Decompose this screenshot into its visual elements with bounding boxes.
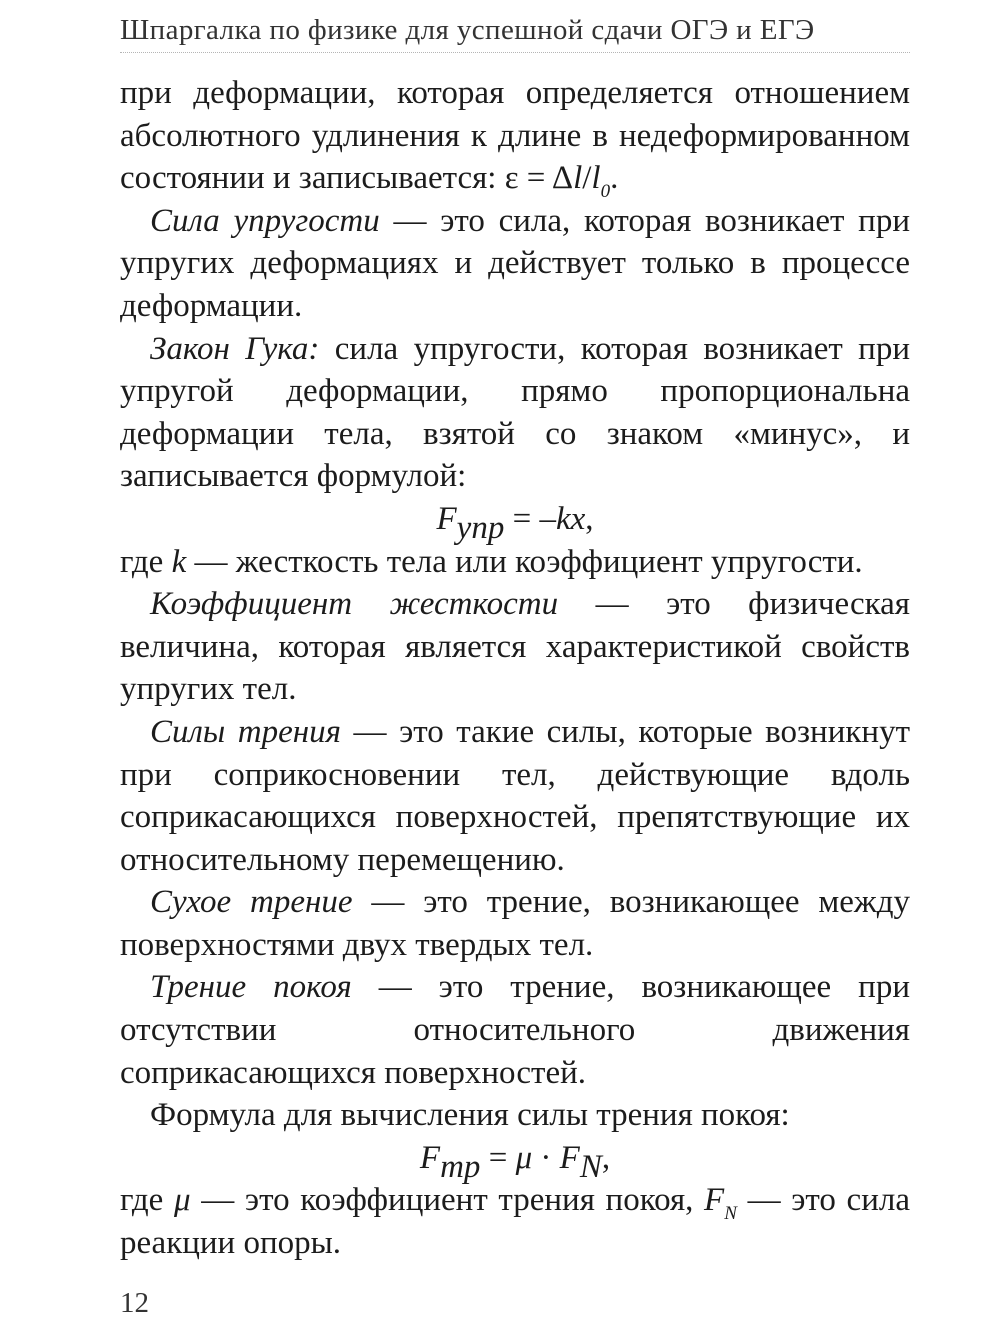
elastic-force-definition: — это сила, которая возникает при упругих деформациях и действует только в процессе деформации.	[120, 202, 910, 324]
formula-hooke-equals: = –	[504, 500, 556, 537]
term-static-friction: Трение покоя	[150, 969, 352, 1006]
paragraph-hooke-law	[120, 328, 910, 498]
formula-hooke-comma: ,	[585, 500, 594, 537]
static-friction-definition: — это трение, возникающее при отсутствии относительного движения соприкасающихся поверхностей.	[120, 969, 910, 1091]
running-header	[120, 14, 910, 53]
paragraph-static-friction	[120, 966, 910, 1094]
stiffness-definition: — это физическая величина, которая является характеристикой свойств упругих тел.	[120, 586, 910, 708]
formula-friction-equals: =	[480, 1139, 516, 1176]
paragraph-friction-forces	[120, 711, 910, 881]
formula-friction-comma: ,	[601, 1139, 611, 1176]
k-definition: — жесткость тела или коэффициент упругости.	[186, 543, 863, 580]
mu-definition: — это коэффициент трения покоя,	[190, 1182, 705, 1219]
term-friction-forces: Силы трения	[150, 713, 341, 750]
var-k: k	[171, 543, 187, 580]
book-title: Шпаргалка по физике для успешной сдачи ОГЭ и ЕГЭ	[120, 14, 815, 46]
term-hooke-law: Закон Гука:	[150, 330, 320, 367]
hooke-law-definition: сила упругости, которая возникает при упругой деформации, прямо пропорциональна деформации тела, взятой со знаком «минус», и записывается формулой:	[120, 330, 910, 495]
FN-definition: — это сила реакции опоры.	[120, 1182, 910, 1262]
friction-forces-definition: — это такие силы, которые возникнут при соприкосновении тел, действующие вдоль соприкасающихся поверхностей, препятствующие их относительному перемещению.	[120, 713, 910, 878]
deformation-text: при деформации, которая определяется отношением абсолютного удлинения к длине в недеформированном состоянии и записывается: ε = Δ	[120, 75, 910, 197]
friction-formula-intro: Формула для вычисления силы трения покоя:	[150, 1097, 790, 1134]
term-elastic-force: Сила упругости	[150, 202, 380, 239]
paragraph-mu-definition	[120, 1179, 910, 1264]
paragraph-k-definition	[120, 541, 910, 584]
formula-friction-FN: F	[559, 1139, 580, 1176]
paragraph-stiffness	[120, 583, 910, 711]
formula-friction-dot: ·	[532, 1139, 560, 1176]
formula-friction-F: F	[419, 1139, 441, 1176]
formula-hooke-kx: kx	[555, 500, 586, 537]
term-stiffness: Коэффициент жесткости	[150, 586, 559, 623]
paragraph-dry-friction	[120, 881, 910, 966]
page-body	[120, 72, 910, 1265]
mu-pre: где	[120, 1182, 174, 1219]
var-FN: F	[704, 1182, 725, 1219]
paragraph-deformation	[120, 72, 910, 203]
slash: /	[582, 160, 592, 197]
paragraph-elastic-force	[120, 200, 910, 328]
var-mu: μ	[174, 1182, 191, 1219]
dry-friction-definition: — это трение, возникающее между поверхностями двух твердых тел.	[120, 884, 910, 963]
paragraph-friction-formula-intro	[120, 1094, 910, 1137]
var-FN-subscript: N	[724, 1203, 737, 1225]
formula-friction-mu: μ	[515, 1139, 533, 1176]
formula-hooke-subscript: упр	[456, 509, 505, 546]
var-l0: l	[591, 160, 601, 197]
formula-friction-subscript: тр	[440, 1148, 481, 1185]
page-number: 12	[120, 1287, 149, 1319]
formula-hooke	[120, 498, 910, 546]
period: .	[610, 160, 619, 197]
formula-friction	[120, 1137, 910, 1185]
subscript-0: 0	[600, 181, 611, 203]
term-dry-friction: Сухое трение	[150, 884, 353, 921]
k-pre: где	[120, 543, 172, 580]
var-l: l	[573, 160, 583, 197]
formula-hooke-F: F	[436, 500, 457, 537]
formula-friction-subscript-N: N	[579, 1148, 602, 1185]
